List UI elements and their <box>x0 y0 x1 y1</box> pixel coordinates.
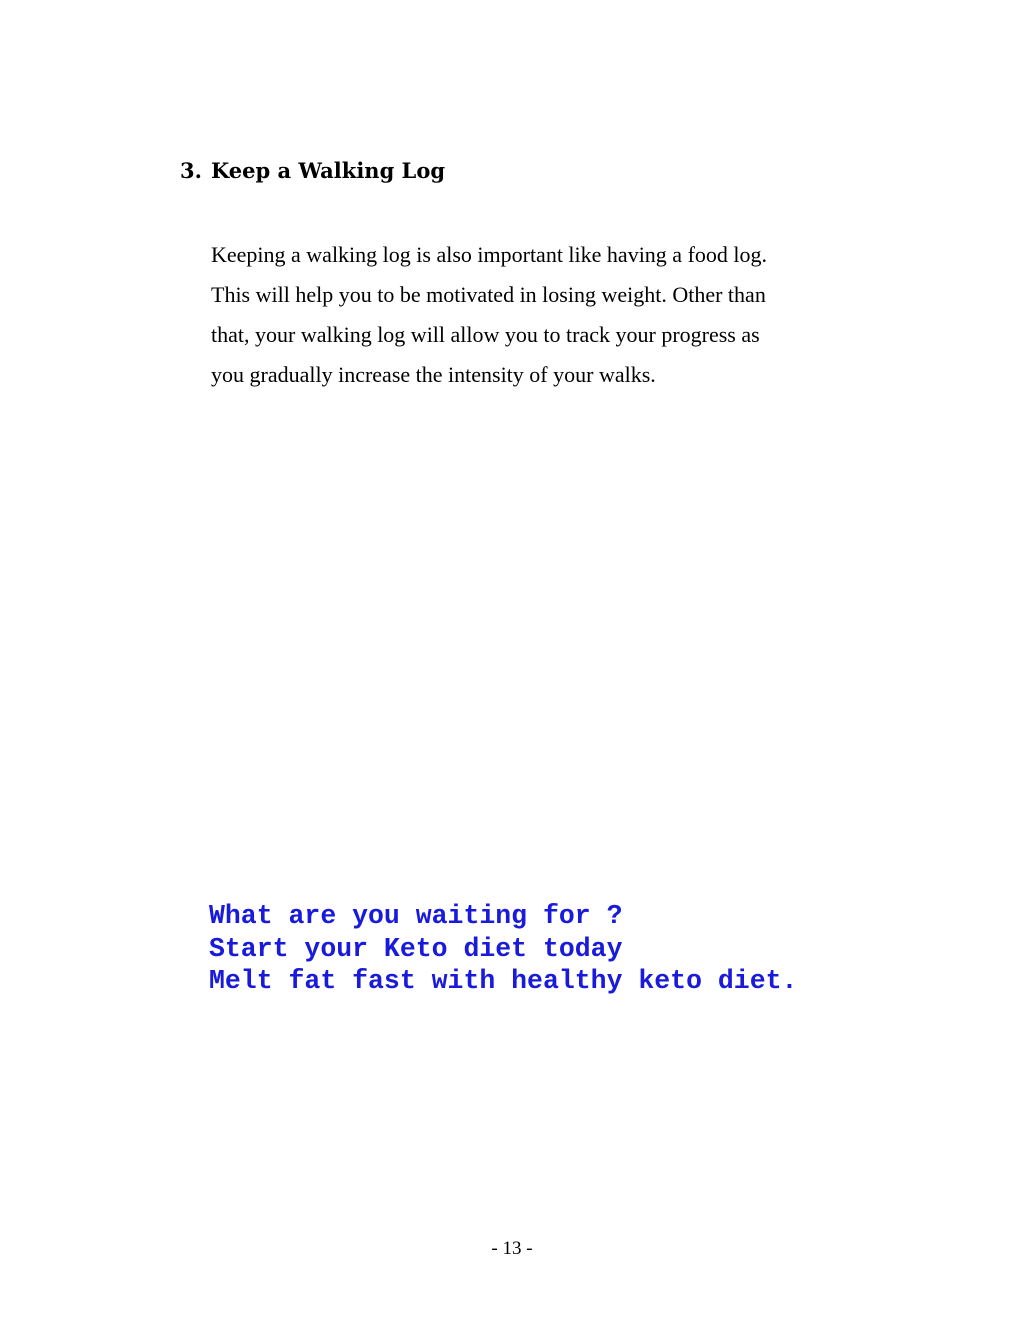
section-heading <box>180 158 445 183</box>
section-title: Keep a Walking Log <box>211 158 446 183</box>
promo-line: Melt fat fast with healthy keto diet. <box>209 966 798 996</box>
paragraph-line: This will help you to be motivated in losing weight. Other than <box>211 282 766 307</box>
paragraph-line: Keeping a walking log is also important like having a food log. <box>211 242 768 267</box>
promo-line: What are you waiting for ? <box>209 901 623 931</box>
paragraph-line: you gradually increase the intensity of your walks. <box>211 362 656 387</box>
body-paragraph <box>211 235 871 395</box>
paragraph-line: that, your walking log will allow you to track your progress as <box>211 322 760 347</box>
page-number: - 13 - <box>491 1238 533 1259</box>
promo-callout <box>209 900 797 998</box>
section-number: 3. <box>180 158 202 183</box>
promo-line: Start your Keto diet today <box>209 933 623 964</box>
